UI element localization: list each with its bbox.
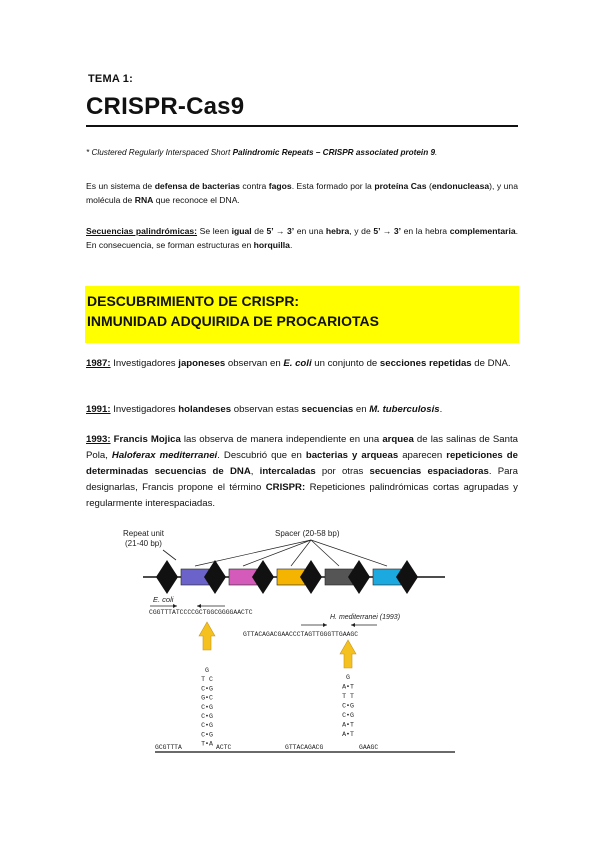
left-base-left: GCGTTTA <box>155 744 182 751</box>
hmed-label: H. mediterranei (1993) <box>330 614 401 621</box>
right-arrow-icon <box>340 640 356 668</box>
ecoli-arrowhead-right <box>197 604 201 608</box>
hairpin-base-pair: C•G <box>201 713 213 720</box>
hairpin-base-pair: C•G <box>342 712 354 719</box>
crispr-figure <box>115 522 465 754</box>
spacer-pointer <box>311 540 339 566</box>
hairpin-base-pair: C•G <box>201 685 213 693</box>
repeat-diamond <box>156 560 178 594</box>
hairpin-base-pair: C•G <box>342 702 354 710</box>
right-base-right: GAAGC <box>359 744 379 751</box>
left-hairpin <box>201 667 213 748</box>
section-heading-line1: DESCUBRIMIENTO DE CRISPR: <box>87 293 300 309</box>
title-underline <box>86 125 518 127</box>
ecoli-label: E. coli <box>153 595 174 604</box>
hairpin-base-pair: A•T <box>342 683 354 691</box>
repeat-diamond <box>348 560 370 594</box>
left-arrow-icon <box>199 622 215 650</box>
section-heading-line2: INMUNIDAD ADQUIRIDA DE PROCARIOTAS <box>87 313 379 329</box>
history-1993: 1993: Francis Mojica las observa de manera independiente en una arquea de las salinas de Santa Pola, Haloferax mediterranei. Descubrió que en bacterias y arqueas aparecen repeticiones de determinadas secuencias de DNA, intercaladas por otras secuencias espaciadoras. Para designarlas, Francis propone el término CRISPR: Repeticiones palindrómicas cortas agrupadas y regularmente interespaciadas. <box>86 434 518 509</box>
hairpin-base-pair: A•T <box>342 721 354 729</box>
hairpin-base-pair: T•A <box>201 740 213 748</box>
acronym-note: * Clustered Regularly Interspaced Short Palindromic Repeats – CRISPR associated protein 9. <box>86 148 438 157</box>
page-title: CRISPR-Cas9 <box>86 93 245 120</box>
spacer-pointer <box>311 540 387 566</box>
section-heading <box>85 286 519 343</box>
palindromic-paragraph: Secuencias palindrómicas: Se leen igual de 5’ → 3’ en una hebra, y de 5’ → 3’ en la hebra complementaria. En consecuencia, se forman estructuras en horquilla. <box>86 226 519 250</box>
hmed-arrowhead-right <box>351 623 355 627</box>
repeat-diamond <box>300 560 322 594</box>
hairpin-base-pair: G <box>205 667 209 674</box>
history-1987: 1987: Investigadores japoneses observan en E. coli un conjunto de secciones repetidas de DNA. <box>86 358 511 369</box>
crispr-locus <box>156 560 418 594</box>
hmed-arrowhead-left <box>323 623 327 627</box>
left-base-right: ACTC <box>216 744 232 751</box>
repeat-pointer <box>163 550 176 560</box>
ecoli-arrowhead-left <box>173 604 177 608</box>
hairpin-base-pair: G <box>346 674 350 681</box>
repeat-diamond <box>252 560 274 594</box>
repeat-diamond <box>396 560 418 594</box>
hairpin-base-pair: C•G <box>201 731 213 739</box>
ecoli-sequence: CGGTTTATCCCCGCTGGCGGGGAACTC <box>149 609 253 616</box>
repeat-unit-label: Repeat unit <box>123 529 164 538</box>
spacer-label: Spacer (20-58 bp) <box>275 529 340 538</box>
right-base-left: GTTACAGACG <box>285 744 324 751</box>
hmed-sequence: GTTACAGACGAACCCTAGTTGGGTTGAAGC <box>243 631 359 638</box>
history-1991: 1991: Investigadores holandeses observan estas secuencias en M. tuberculosis. <box>86 404 443 415</box>
repeat-range-label: (21-40 bp) <box>125 539 162 548</box>
definition-paragraph: Es un sistema de defensa de bacterias contra fagos. Esta formado por la proteína Cas (endonucleasa), y una molécula de RNA que reconoce el DNA. <box>86 181 518 205</box>
hairpin-base-pair: G•C <box>201 694 213 702</box>
hairpin-base-pair: A•T <box>342 731 354 738</box>
right-hairpin <box>342 674 354 738</box>
section-label: TEMA 1: <box>88 73 133 85</box>
hairpin-base-pair: T C <box>201 676 213 684</box>
hairpin-base-pair: C•G <box>201 703 213 711</box>
hairpin-base-pair: T T <box>342 693 354 700</box>
hairpin-base-pair: C•G <box>201 722 213 730</box>
repeat-diamond <box>204 560 226 594</box>
